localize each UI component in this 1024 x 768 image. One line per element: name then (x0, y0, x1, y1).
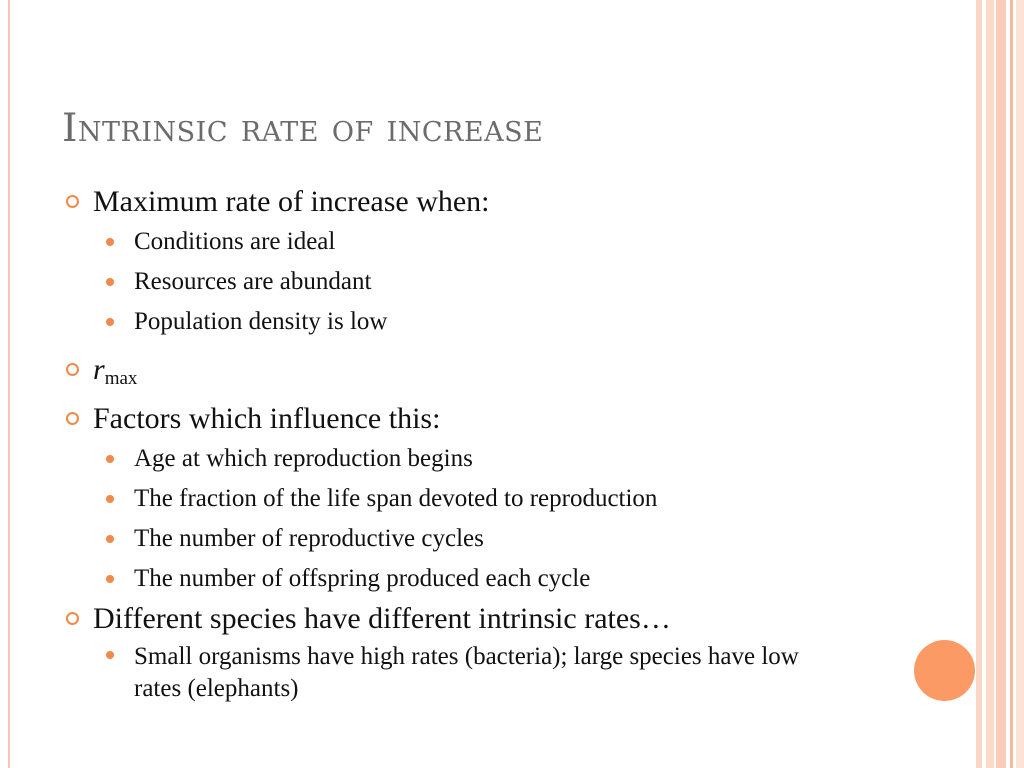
rmax-symbol: r (93, 353, 105, 386)
sub-bullet-text: The fraction of the life span devoted to reproduction (134, 485, 658, 512)
ring-bullet-icon (66, 363, 79, 376)
sub-bullet-text: Small organisms have high rates (bacteria); large species have low rates (elephants) (134, 643, 799, 702)
bullet-maximum-rate (66, 182, 886, 222)
right-stripe (976, 0, 982, 768)
sub-bullet-text: Conditions are ideal (134, 228, 336, 255)
sub-bullet-text: The number of offspring produced each cycle (134, 565, 591, 592)
bullet-factors (66, 399, 886, 439)
sub-bullet-text: Population density is low (134, 308, 388, 335)
dot-bullet-icon (106, 455, 114, 463)
bullet-text: Maximum rate of increase when: (93, 185, 490, 218)
dot-bullet-icon (106, 535, 114, 543)
right-stripe (1010, 0, 1013, 768)
sub-bullet (66, 262, 886, 302)
bullet-text: Factors which influence this: (93, 402, 441, 435)
bullet-rmax (66, 350, 886, 399)
sub-bullet (66, 439, 886, 479)
sub-bullet (66, 639, 834, 705)
sub-bullet-text: Age at which reproduction begins (134, 445, 473, 472)
sub-bullet (66, 302, 886, 342)
dot-bullet-icon (106, 238, 114, 246)
rmax-subscript: max (104, 368, 138, 389)
sub-bullet (66, 519, 886, 559)
dot-bullet-icon (106, 495, 114, 503)
slide-title: Intrinsic rate of increase (62, 106, 544, 151)
dot-bullet-icon (106, 278, 114, 286)
ring-bullet-icon (66, 612, 79, 625)
sub-bullet-text: The number of reproductive cycles (134, 525, 484, 552)
right-stripe (1016, 0, 1024, 768)
sub-bullet-text: Resources are abundant (134, 268, 372, 295)
dot-bullet-icon (106, 575, 114, 583)
ring-bullet-icon (66, 195, 79, 208)
sub-bullet (66, 222, 886, 262)
right-stripe (986, 0, 994, 768)
right-stripe (996, 0, 1006, 768)
sub-bullet (66, 479, 886, 519)
dot-bullet-icon (106, 651, 114, 659)
slide-body (66, 182, 886, 705)
dot-bullet-icon (106, 318, 114, 326)
left-border-line (8, 0, 10, 768)
bullet-text: Different species have different intrinsic rates… (93, 602, 671, 635)
bullet-different-species (66, 599, 886, 639)
ring-bullet-icon (66, 412, 79, 425)
decorative-circle (914, 640, 975, 701)
sub-bullet (66, 559, 886, 599)
